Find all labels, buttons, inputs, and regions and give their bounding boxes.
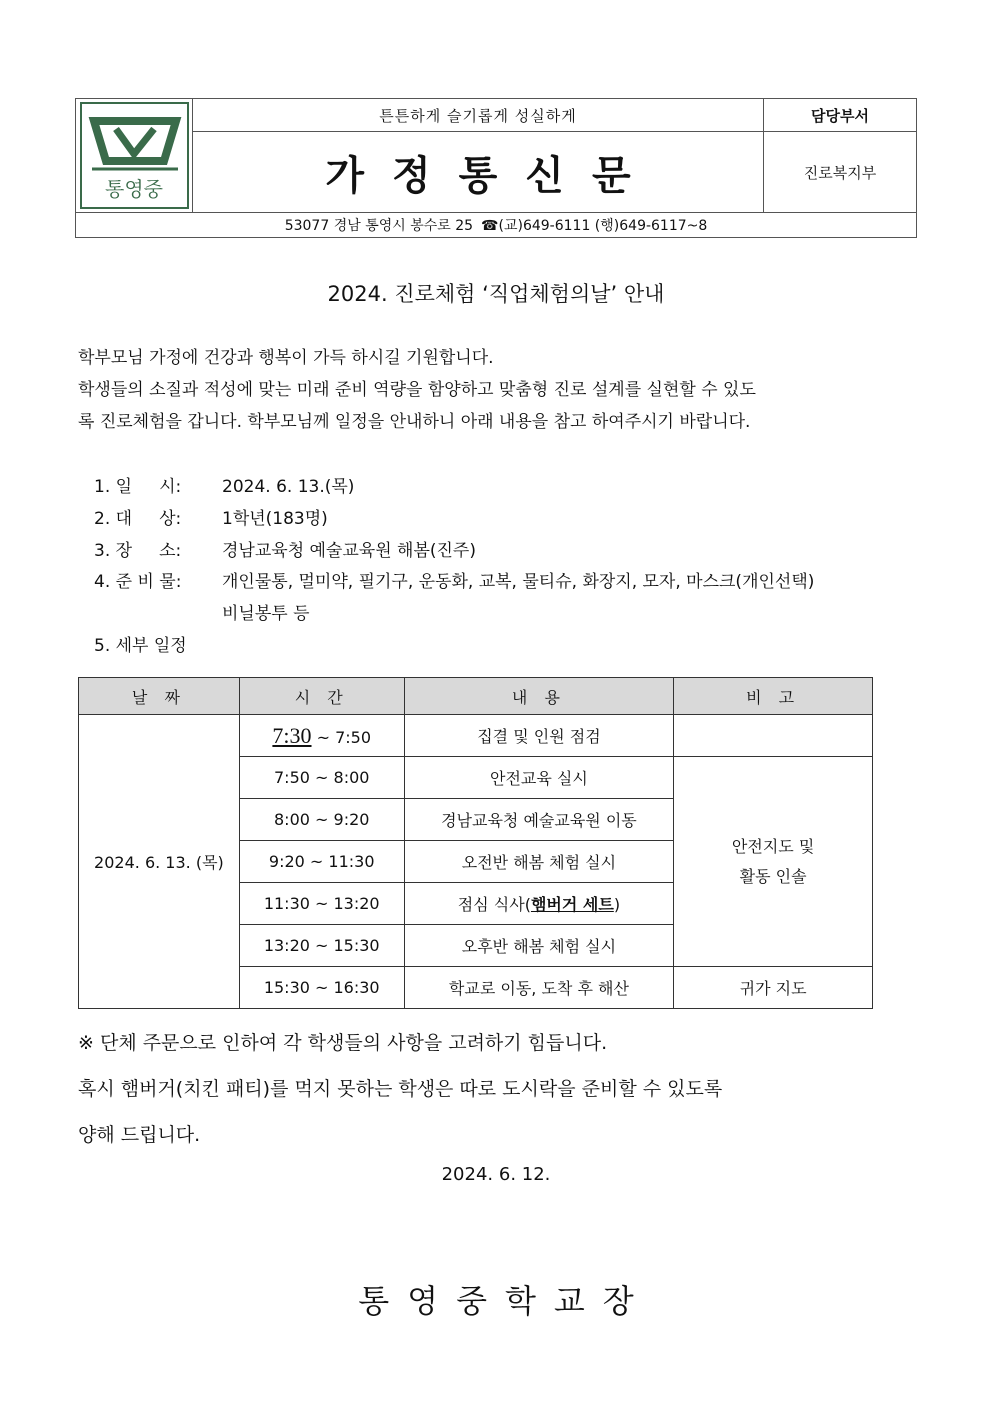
item-place (94, 536, 476, 561)
time-cell: 11:30 ~ 13:20 (239, 883, 404, 925)
note-cell-group (674, 757, 873, 967)
school-address (76, 212, 916, 237)
phone-icon: ☎(교)649-6111 (행)649-6117~8 (481, 218, 708, 234)
notice-line-2: 혹시 햄버거(치킨 패티)를 먹지 못하는 학생은 따로 도시락을 준비할 수 있도록 (78, 1078, 723, 1100)
item-supplies-cont (94, 599, 310, 624)
item-value: 1학년(183명) (222, 509, 328, 529)
item-target (94, 504, 328, 529)
content-cell: 집결 및 인원 점검 (404, 715, 674, 757)
col-header-note: 비 고 (674, 678, 873, 715)
table-row (79, 715, 873, 757)
item-label: 1. 일 시: (94, 477, 182, 497)
content-cell: 오전반 해봄 체험 실시 (404, 841, 674, 883)
content-cell: 안전교육 실시 (404, 757, 674, 799)
item-label: 3. 장 소: (94, 541, 182, 561)
intro-line-3: 록 진로체험을 갑니다. 학부모님께 일정을 안내하니 아래 내용을 참고 하여주시기 바랍니다. (78, 412, 751, 432)
content-cell: 학교로 이동, 도착 후 해산 (404, 967, 674, 1009)
content-text: ) (613, 895, 621, 914)
time-cell: 8:00 ~ 9:20 (239, 799, 404, 841)
col-header-content: 내 용 (404, 678, 674, 715)
col-header-date: 날 짜 (79, 678, 240, 715)
item-supplies (94, 567, 814, 592)
document-title: 2024. 진로체험 ‘직업체험의날’ 안내 (327, 282, 665, 306)
time-cell: 9:20 ~ 11:30 (239, 841, 404, 883)
notice-line-1: ※ 단체 주문으로 인하여 각 학생들의 사항을 고려하기 힘듭니다. (78, 1032, 608, 1054)
date-cell: 2024. 6. 13. (목) (79, 715, 240, 1009)
dept-name: 진로복지부 (803, 163, 877, 182)
intro-line-2: 학생들의 소질과 적성에 맞는 미래 준비 역량을 함양하고 맞춤형 진로 설계를 실현할 수 있도 (78, 380, 756, 400)
time-cell: 13:20 ~ 15:30 (239, 925, 404, 967)
item-label: 4. 준 비 물: (94, 572, 182, 592)
content-cell: 오후반 해봄 체험 실시 (404, 925, 674, 967)
note-line: 활동 인솔 (739, 866, 807, 886)
time-start: 7:30 (272, 722, 312, 748)
issue-date: 2024. 6. 12. (441, 1164, 551, 1185)
school-logo-icon (76, 99, 193, 212)
time-cell: 7:50 ~ 8:00 (239, 757, 404, 799)
note-cell: 귀가 지도 (674, 967, 873, 1009)
table-header-row (79, 678, 873, 715)
item-label: 2. 대 상: (94, 509, 182, 529)
item-value: 개인물통, 멀미약, 필기구, 운동화, 교복, 물티슈, 화장지, 모자, 마스크(개인선택) (222, 572, 815, 592)
time-cell (239, 715, 404, 757)
logo-text: 통영중 (105, 177, 163, 201)
content-highlight: 햄버거 세트 (530, 895, 614, 914)
item-schedule (94, 631, 187, 656)
note-cell (674, 715, 873, 757)
schedule-table (78, 677, 873, 1009)
notice-line-3: 양해 드립니다. (78, 1124, 201, 1146)
item-value: 비닐봉투 등 (222, 604, 310, 624)
phone-numbers: (교)649-6111 (행)649-6117~8 (498, 218, 708, 234)
intro-line-1: 학부모님 가정에 건강과 행복이 가득 하시길 기원합니다. (78, 348, 494, 368)
dept-label: 담당부서 (764, 99, 916, 132)
item-date (94, 472, 354, 497)
item-value: 경남교육청 예술교육원 해봄(진주) (222, 541, 476, 561)
school-logo (76, 99, 193, 212)
time-end: ~ 7:50 (311, 727, 372, 747)
principal-signature: 통영중학교장 (358, 1282, 652, 1320)
letterhead (75, 98, 917, 238)
school-motto: 튼튼하게 슬기롭게 성실하게 (193, 99, 764, 132)
content-cell: 경남교육청 예술교육원 이동 (404, 799, 674, 841)
content-text: 점심 식사( (457, 895, 531, 914)
note-line: 안전지도 및 (731, 836, 815, 856)
time-cell: 15:30 ~ 16:30 (239, 967, 404, 1009)
col-header-time: 시 간 (239, 678, 404, 715)
item-value: 2024. 6. 13.(목) (222, 477, 355, 497)
newsletter-title: 가정통신문 (193, 132, 764, 212)
address-text: 53077 경남 통영시 봉수로 25 (284, 218, 474, 234)
content-cell (404, 883, 674, 925)
item-label: 5. 세부 일정 (94, 636, 187, 656)
